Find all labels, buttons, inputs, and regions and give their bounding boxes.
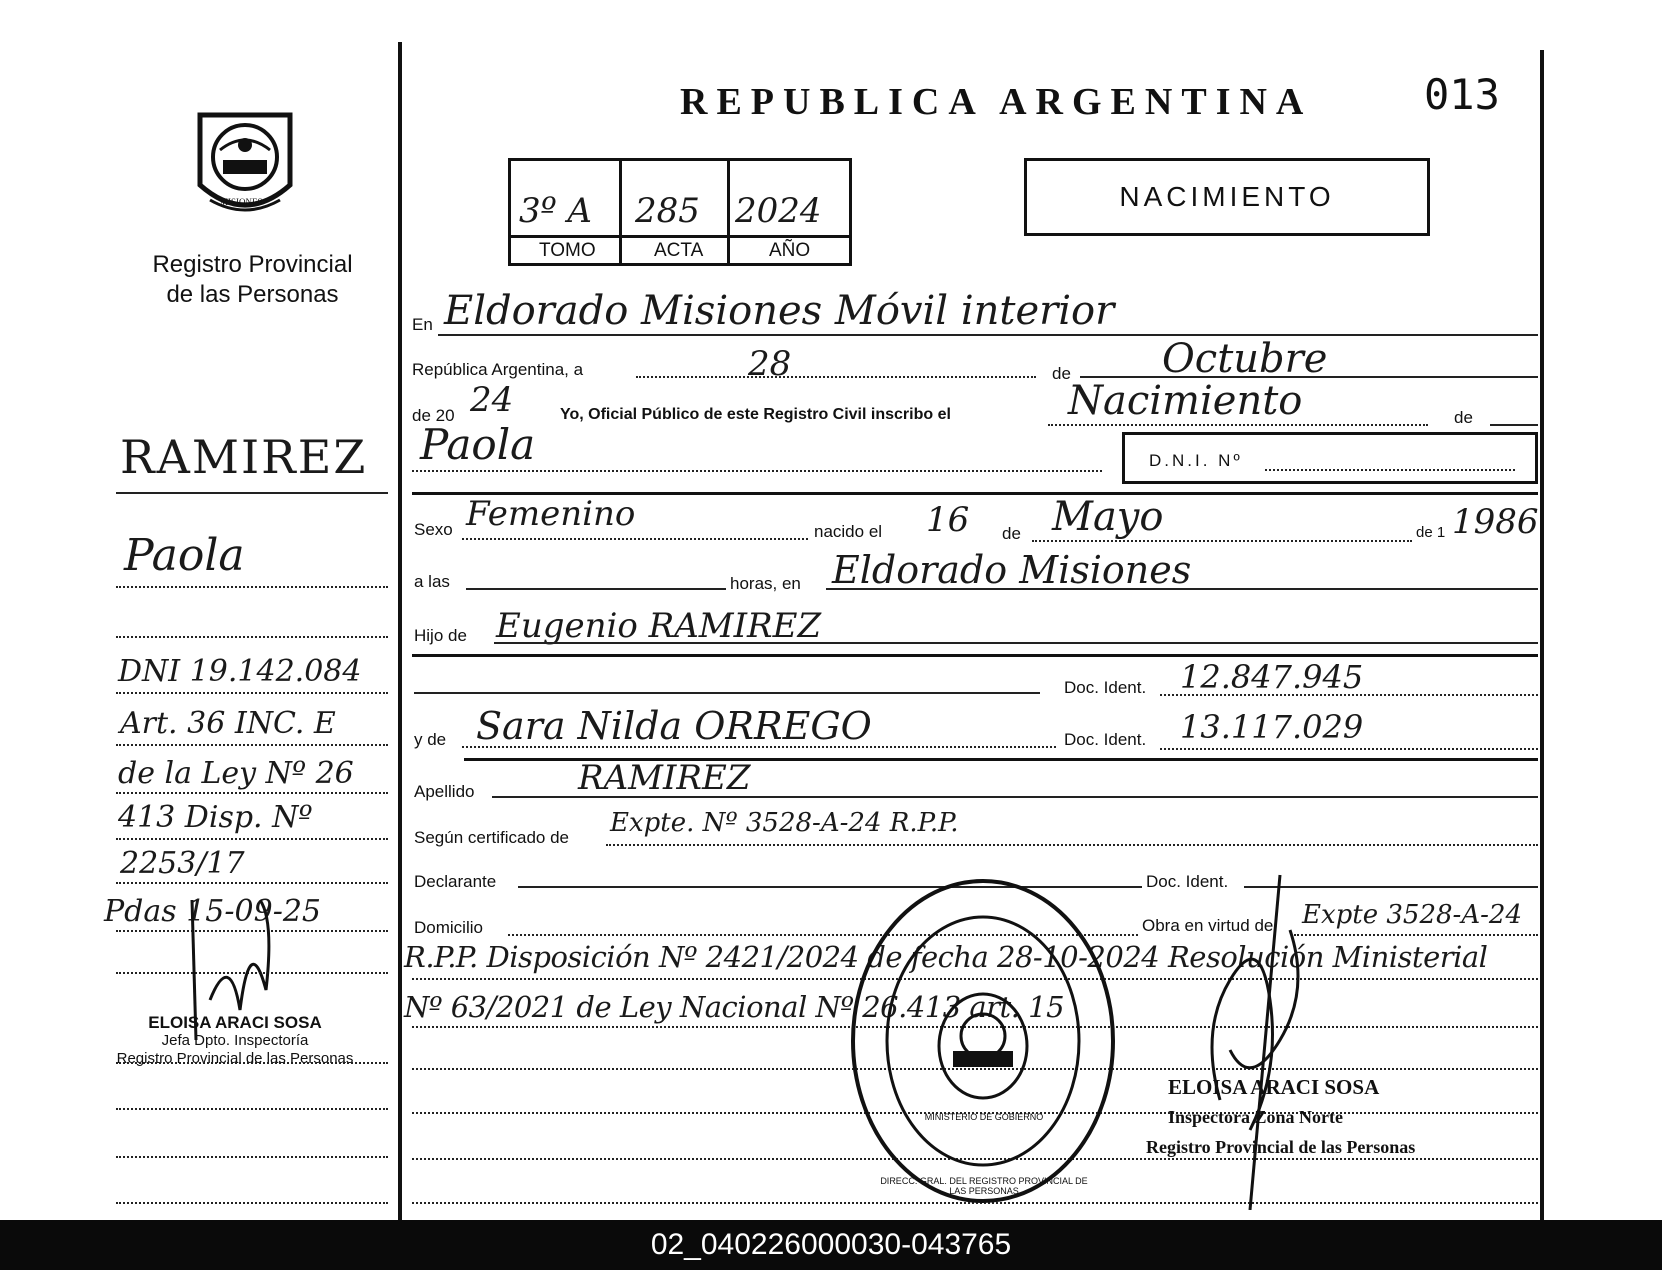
margin-blank-line-3	[116, 1062, 388, 1064]
signer-title-right-2: Registro Provincial de las Personas	[1146, 1137, 1416, 1157]
day-value: 28	[748, 344, 792, 384]
alas-label: a las	[414, 572, 450, 591]
inscription-type: Nacimiento	[1068, 378, 1303, 424]
signature-block-right	[1146, 1072, 1416, 1162]
segun-value: Expte. Nº 3528-A-24 R.P.P.	[610, 808, 959, 838]
margin-blank-line-1	[116, 636, 388, 638]
signature-block-left	[80, 1014, 390, 1068]
margin-note-line-5	[116, 882, 388, 884]
month-value: Octubre	[1162, 336, 1328, 382]
margin-note-5: 2253/17	[120, 846, 245, 881]
birth-year-value: 1986	[1452, 502, 1539, 542]
official-stamp	[850, 876, 1116, 1206]
stamp-inner-text: MINISTERIO DE GOBIERNO	[924, 1112, 1044, 1122]
horas-label: horas, en	[730, 574, 801, 593]
seal-label: MISIONES	[220, 197, 263, 207]
margin-note-1: DNI 19.142.084	[118, 654, 362, 689]
day-line	[636, 376, 1036, 378]
doc-ident-label-declarante: Doc. Ident.	[1146, 872, 1229, 891]
footer-code-bar	[0, 1220, 1662, 1270]
margin-blank-line-4	[116, 1108, 388, 1110]
record-type: NACIMIENTO	[1119, 181, 1335, 212]
domicilio-label: Domicilio	[414, 918, 483, 937]
place-line	[438, 334, 1538, 336]
mother-value: Sara Nilda ORREGO	[476, 704, 872, 748]
acta-label: ACTA	[654, 240, 704, 261]
margin-surname: RAMIREZ	[120, 430, 368, 484]
margin-note-6: Pdas 15-09-25	[104, 894, 322, 929]
margin-note-line-4	[116, 838, 388, 840]
tomo-value: 3º A	[519, 191, 592, 231]
segun-label: Según certificado de	[414, 828, 569, 847]
apellido-value: RAMIREZ	[578, 758, 751, 798]
obra-label: Obra en virtud de	[1142, 916, 1274, 935]
first-name-value: Paola	[420, 420, 536, 469]
stamp-ring-text: DIRECC. GRAL. DEL REGISTRO PROVINCIAL DE LAS PERSONAS	[880, 1176, 1088, 1196]
row3-end-line	[1490, 424, 1538, 426]
de20-label: de 20	[412, 406, 455, 425]
anio-value: 2024	[735, 191, 822, 231]
margin-name-line	[116, 586, 388, 588]
en-label: En	[412, 315, 433, 334]
registry-line2: de las Personas	[166, 281, 339, 308]
margin-signer-title-1: Jefa Dpto. Inspectoría	[161, 1032, 309, 1049]
sexo-value: Femenino	[466, 494, 636, 534]
sexo-line	[462, 538, 808, 540]
mother-doc-line	[1160, 748, 1538, 750]
signer-title-right-1: Inspectora Zona Norte	[1168, 1107, 1343, 1127]
margin-note-line-1	[116, 692, 388, 694]
anio-label: AÑO	[769, 240, 811, 261]
margin-note-line-2	[116, 744, 388, 746]
note-line-1: R.P.P. Disposición Nº 2421/2024 de fecha 28-10-2024 Resolución Ministerial	[404, 940, 1488, 974]
dni-line	[1265, 469, 1515, 471]
yde-label: y de	[414, 730, 447, 749]
year-suffix: 24	[470, 380, 514, 420]
apellido-label: Apellido	[414, 782, 475, 801]
margin-note-4: 413 Disp. Nº	[118, 800, 313, 835]
dni-box	[1122, 432, 1538, 484]
act-number-box	[508, 158, 852, 266]
birth-de-label: de	[1002, 524, 1021, 543]
birth-month-value: Mayo	[1052, 494, 1164, 540]
place-value: Eldorado Misiones Móvil interior	[444, 288, 1115, 334]
margin-note-2: Art. 36 INC. E	[120, 706, 336, 741]
margin-note-3: de la Ley Nº 26	[118, 756, 354, 791]
acta-value: 285	[635, 191, 700, 231]
registry-seal	[190, 105, 300, 225]
margin-note-line-3	[116, 792, 388, 794]
birth-place-value: Eldorado Misiones	[832, 548, 1192, 592]
margin-blank-line-5	[116, 1156, 388, 1158]
yo-label: Yo, Oficial Público de este Registro Civil inscribo el	[560, 406, 951, 423]
note-line-2: Nº 63/2021 de Ley Nacional Nº 26.413 art. 15	[404, 990, 1065, 1024]
father-doc-value: 12.847.945	[1180, 658, 1364, 696]
left-frame-line	[398, 42, 402, 1220]
dni-label: D.N.I. Nº	[1149, 451, 1243, 470]
right-frame-line	[1540, 50, 1544, 1220]
obra-value: Expte 3528-A-24	[1302, 900, 1522, 930]
father-value: Eugenio RAMIREZ	[496, 606, 822, 646]
record-type-box	[1024, 158, 1430, 236]
registry-line1: Registro Provincial	[152, 251, 353, 278]
nacido-label: nacido el	[814, 522, 883, 541]
sexo-label: Sexo	[414, 520, 453, 539]
footer-code: 02_040226000030-043765	[650, 1228, 1012, 1261]
margin-signer-name: ELOISA ARACI SOSA	[148, 1013, 322, 1032]
de-label: de	[1052, 364, 1071, 383]
page-number: 013	[1424, 70, 1500, 119]
signer-name-right: ELOISA ARACI SOSA	[1168, 1075, 1380, 1099]
father-doc-line	[1160, 694, 1538, 696]
first-name-line	[412, 470, 1102, 472]
birth-place-line	[826, 588, 1538, 590]
country-title: REPUBLICA ARGENTINA	[680, 81, 1313, 123]
margin-signer-title-2: Registro Provincial de las Personas	[116, 1050, 354, 1067]
father-doc-left-line	[414, 692, 1040, 694]
apellido-line	[492, 796, 1538, 798]
declarante-label: Declarante	[414, 872, 497, 891]
mother-doc-value: 13.117.029	[1180, 708, 1364, 746]
doc-ident-label-father: Doc. Ident.	[1064, 678, 1147, 697]
inscription-line	[1048, 424, 1428, 426]
birth-day-value: 16	[926, 500, 970, 540]
de-label-2: de	[1454, 408, 1473, 427]
doc-ident-label-mother: Doc. Ident.	[1064, 730, 1147, 749]
section-divider-2	[412, 654, 1538, 657]
tomo-label: TOMO	[539, 240, 596, 261]
father-line	[494, 642, 1538, 644]
hijo-label: Hijo de	[414, 626, 467, 645]
birth-year-label: de 1	[1416, 524, 1446, 541]
segun-line	[606, 844, 1538, 846]
margin-surname-line	[116, 492, 388, 494]
margin-name: Paola	[124, 530, 245, 581]
obra-line	[1294, 934, 1538, 936]
mother-line	[462, 746, 1056, 748]
republica-label: República Argentina, a	[412, 360, 584, 379]
margin-blank-line-6	[116, 1202, 388, 1204]
birth-month-line	[1032, 540, 1412, 542]
alas-line	[466, 588, 726, 590]
registry-name	[130, 250, 375, 310]
